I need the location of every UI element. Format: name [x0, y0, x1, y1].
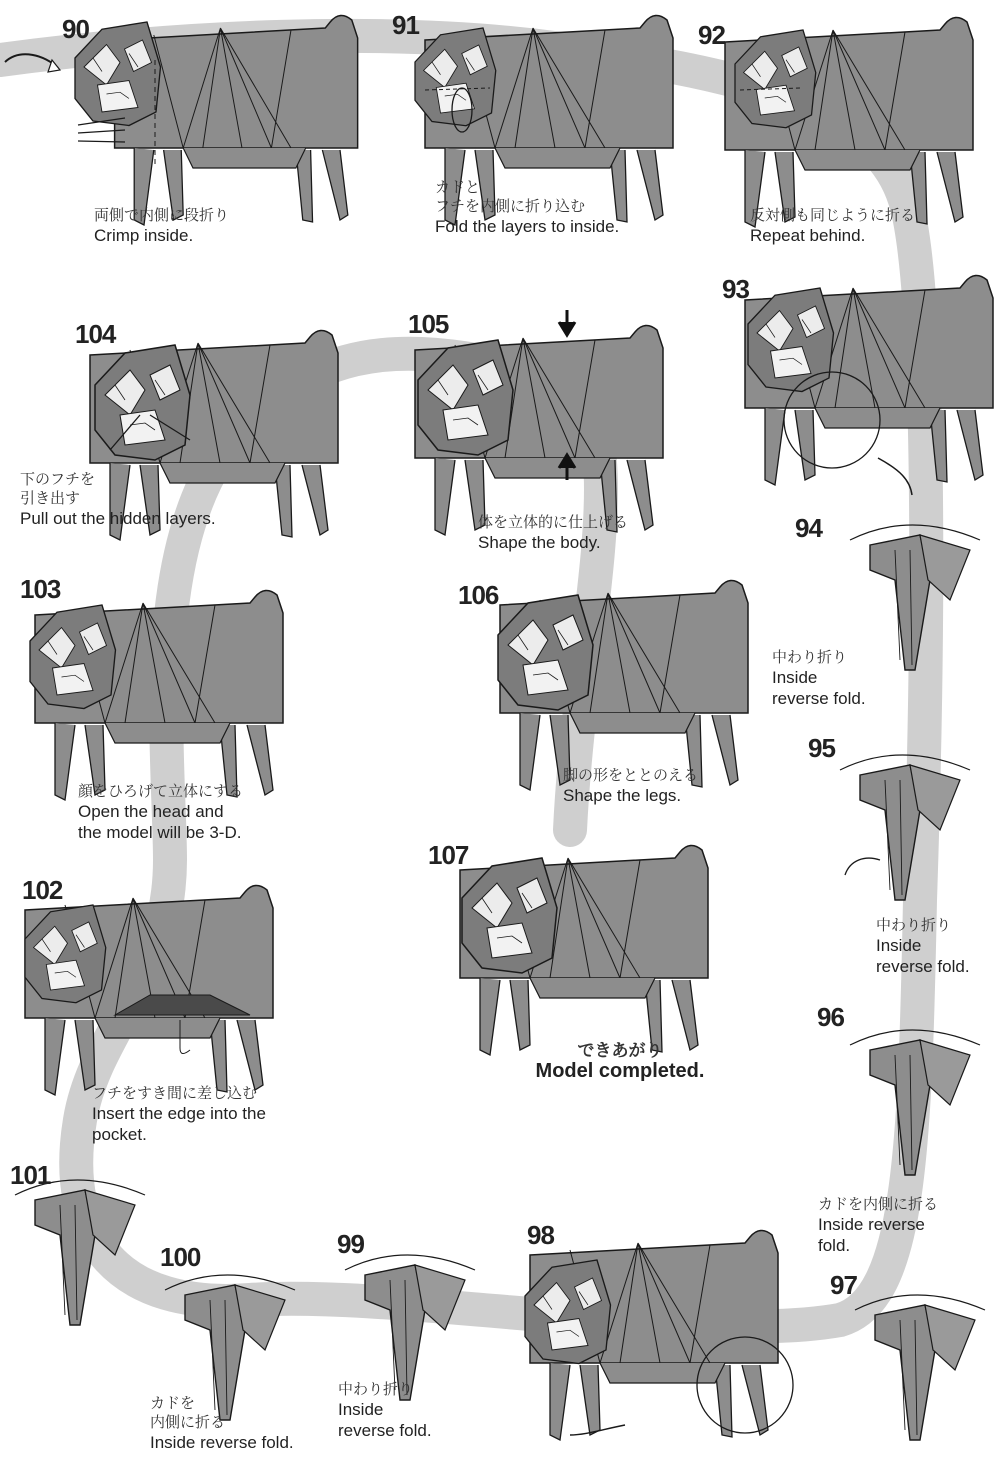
step-93-figure — [745, 275, 993, 495]
step-107-figure — [460, 845, 708, 1055]
step-105-caption: 体を立体的に仕上げる Shape the body. — [478, 513, 629, 552]
step-94-figure — [850, 525, 980, 670]
step-102-figure — [25, 885, 273, 1095]
step-number: 92 — [698, 20, 725, 50]
step-number: 98 — [527, 1220, 554, 1250]
step-95-caption: 中わり折り Inside reverse fold. — [876, 916, 970, 976]
step-106-figure — [498, 580, 748, 790]
step-number: 105 — [408, 309, 449, 339]
step-106-caption: 脚の形をととのえる Shape the legs. — [563, 766, 699, 805]
step-100-caption: カドを 内側に折る Inside reverse fold. — [150, 1394, 294, 1452]
step-92-caption: 反対側も同じように折る Repeat behind. — [750, 206, 916, 245]
step-number: 97 — [830, 1270, 857, 1300]
step-number: 100 — [160, 1242, 201, 1272]
step-number: 101 — [10, 1160, 51, 1190]
step-number: 96 — [817, 1002, 844, 1032]
step-number: 99 — [337, 1229, 364, 1259]
step-number: 90 — [62, 14, 89, 44]
step-96-caption: カドを内側に折る Inside reverse fold. — [818, 1195, 939, 1255]
step-number: 104 — [75, 319, 116, 349]
step-95-figure — [840, 755, 970, 900]
step-number: 103 — [20, 574, 61, 604]
step-103-caption: 顔をひろげて立体にする Open the head and the model will be 3-D. — [78, 782, 244, 842]
step-107-caption: できあがり Model completed. — [535, 1041, 705, 1082]
step-number: 107 — [428, 840, 469, 870]
step-number: 102 — [22, 875, 63, 905]
step-102-caption: フチをすき間に差し込む Insert the edge into the pocket. — [92, 1084, 266, 1144]
step-97-figure — [855, 1295, 985, 1440]
step-91-caption: カドと フチを内側に折り込む Fold the layers to inside. — [435, 178, 620, 236]
step-number: 95 — [808, 733, 835, 763]
step-98-figure — [525, 1230, 793, 1440]
step-94-caption: 中わり折り Inside reverse fold. — [772, 648, 866, 708]
step-99-caption: 中わり折り Inside reverse fold. — [338, 1380, 432, 1440]
step-number: 106 — [458, 580, 499, 610]
step-number: 93 — [722, 274, 749, 304]
step-96-figure — [850, 1030, 980, 1175]
step-104-caption: 下のフチを 引き出す Pull out the hidden layers. — [20, 470, 216, 528]
step-99-figure — [345, 1255, 475, 1400]
step-number: 94 — [795, 513, 822, 543]
step-92-figure — [725, 17, 973, 227]
step-number: 91 — [392, 10, 419, 40]
step-90-caption: 両側で内側に段折り Crimp inside. — [94, 206, 230, 245]
